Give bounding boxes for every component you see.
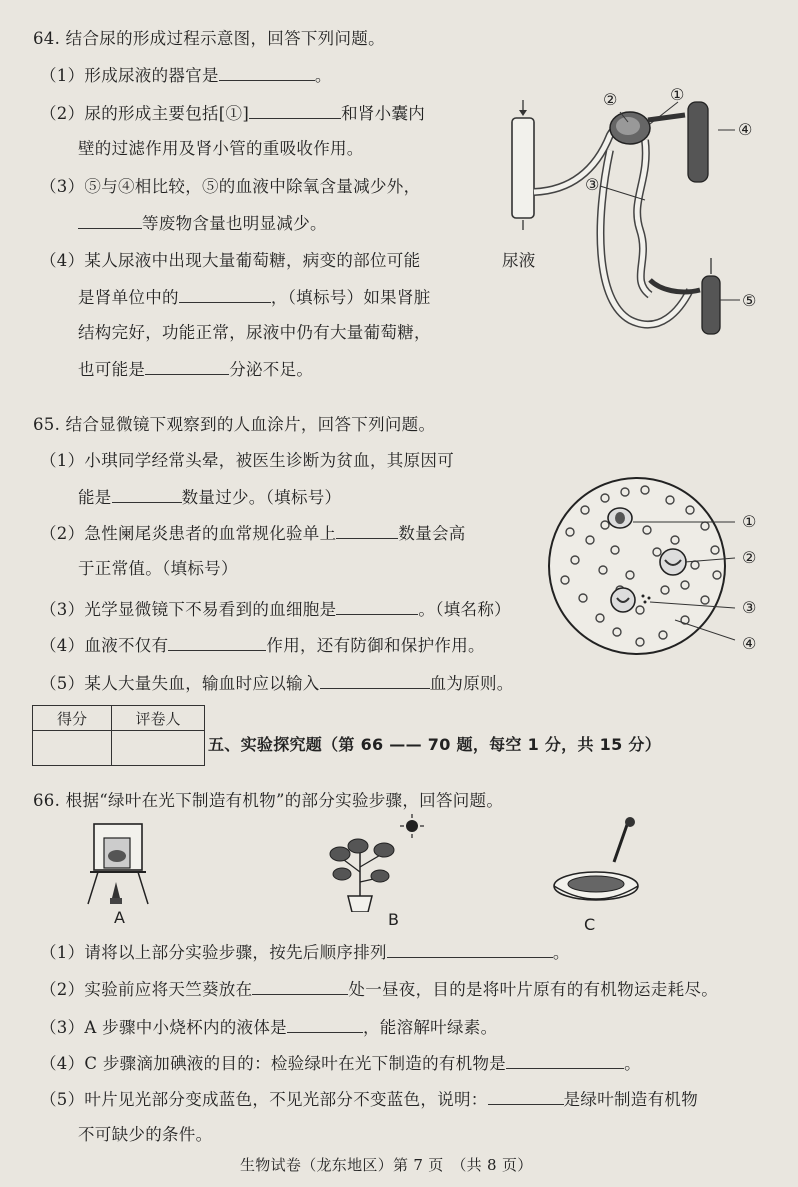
nephron-label-2: ② xyxy=(603,90,618,109)
q64-item2: （2）尿的形成主要包括[①] 和肾小囊内 xyxy=(40,104,426,123)
figure-a-label: A xyxy=(114,908,125,927)
blood-label-2: ② xyxy=(742,548,757,567)
grader-header: 评卷人 xyxy=(112,706,205,731)
q64-item2-cont: 壁的过滤作用及肾小管的重吸收作用。 xyxy=(78,139,364,158)
q65-item4: （4）血液不仅有 作用，还有防御和保护作用。 xyxy=(40,636,485,655)
q64-item4-cont: 是肾单位中的 ，（填标号）如果肾脏 xyxy=(78,288,431,307)
q66-item2: （2）实验前应将天竺葵放在 处一昼夜，目的是将叶片原有的有机物运走耗尽。 xyxy=(40,980,719,999)
figure-a-water-bath xyxy=(80,818,160,910)
q64-item3-cont: 等废物含量也明显减少。 xyxy=(78,212,327,235)
figure-c-label: C xyxy=(584,915,596,934)
q65-title: 65. 结合显微镜下观察到的人血涂片，回答下列问题。 xyxy=(33,415,436,434)
figure-c-iodine-dish xyxy=(548,816,648,912)
q65-item2-cont: 于正常值。（填标号） xyxy=(78,559,238,578)
q64-item1: （1）形成尿液的器官是 。 xyxy=(40,66,332,85)
q65-item3: （3）光学显微镜下不易看到的血细胞是 。（填名称） xyxy=(40,600,511,619)
score-header: 得分 xyxy=(33,706,112,731)
blood-smear-diagram xyxy=(545,470,795,670)
section-5-heading: 五、实验探究题（第 66 —— 70 题，每空 1 分，共 15 分） xyxy=(208,735,661,754)
nephron-label-3: ③ xyxy=(585,175,600,194)
q66-item4: （4）C 步骤滴加碘液的目的：检验绿叶在光下制造的有机物是 。 xyxy=(40,1054,641,1073)
blood-label-4: ④ xyxy=(742,634,757,653)
figure-b-geranium-plant xyxy=(320,812,430,912)
nephron-label-1: ① xyxy=(670,85,685,104)
page-footer: 生物试卷（龙东地区）第 7 页 （共 8 页） xyxy=(240,1156,533,1174)
score-table xyxy=(32,705,205,766)
q66-item5: （5）叶片见光部分变成蓝色，不见光部分不变蓝色，说明： 是绿叶制造有机物 xyxy=(40,1090,699,1109)
score-cell[interactable] xyxy=(33,731,112,766)
q65-item5: （5）某人大量失血，输血时应以输入 血为原则。 xyxy=(40,674,514,693)
q65-item1: （1）小琪同学经常头晕，被医生诊断为贫血，其原因可 xyxy=(40,451,454,470)
blood-label-3: ③ xyxy=(742,598,757,617)
urine-label: 尿液 xyxy=(502,251,536,270)
nephron-label-4: ④ xyxy=(738,120,753,139)
figure-b-label: B xyxy=(388,910,399,929)
blood-label-1: ① xyxy=(742,512,757,531)
q64-title: 64. 结合尿的形成过程示意图，回答下列问题。 xyxy=(33,29,385,48)
q64-item4-cont3: 也可能是 分泌不足。 xyxy=(78,360,314,379)
q66-item1: （1）请将以上部分实验步骤，按先后顺序排列 。 xyxy=(40,943,570,962)
q66-item5-cont: 不可缺少的条件。 xyxy=(78,1125,213,1144)
q66-title: 66. 根据“绿叶在光下制造有机物”的部分实验步骤，回答问题。 xyxy=(33,791,504,810)
q65-item1-cont: 能是 数量过少。（填标号） xyxy=(78,488,342,507)
grader-cell[interactable] xyxy=(112,731,205,766)
q64-item4: （4）某人尿液中出现大量葡萄糖，病变的部位可能 xyxy=(40,251,421,270)
q64-item3: （3）⑤与④相比较，⑤的血液中除氧含量减少外， xyxy=(40,177,421,196)
q66-item3: （3）A 步骤中小烧杯内的液体是 ，能溶解叶绿素。 xyxy=(40,1018,498,1037)
nephron-label-5: ⑤ xyxy=(742,291,757,310)
q64-item4-cont2: 结构完好，功能正常，尿液中仍有大量葡萄糖， xyxy=(78,323,431,342)
q65-item2: （2）急性阑尾炎患者的血常规化验单上 数量会高 xyxy=(40,524,466,543)
